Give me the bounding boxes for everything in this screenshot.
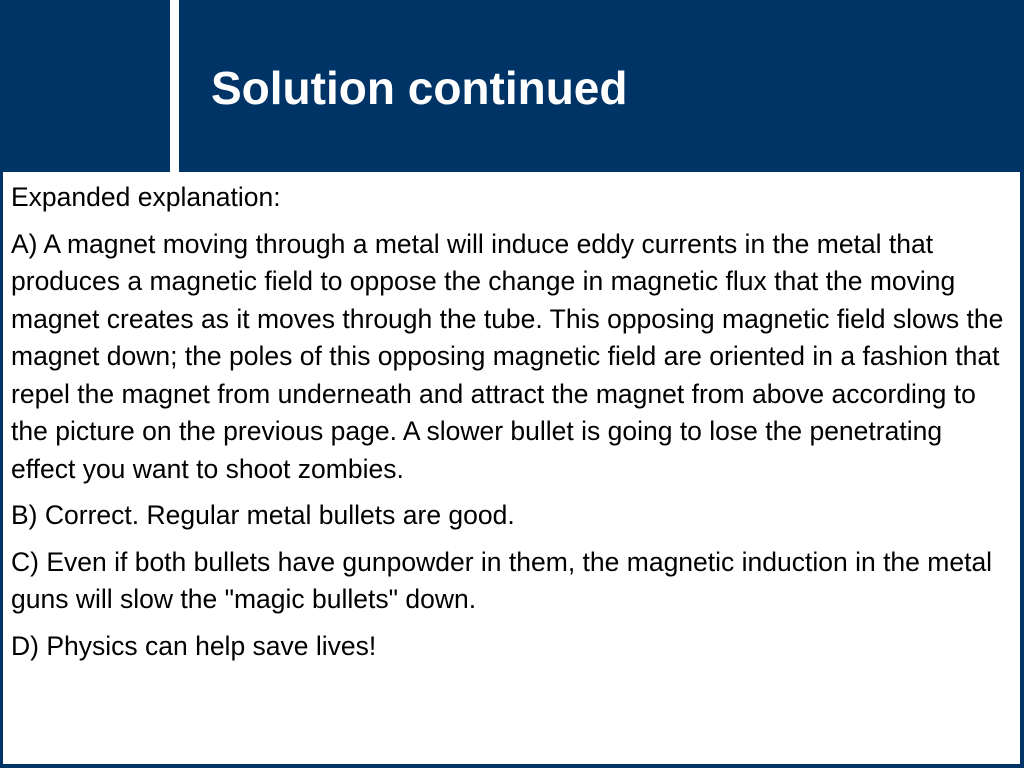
answer-c-text: C) Even if both bullets have gunpowder in them, the magnetic induction in the metal guns will slow the "magic bullets" down.: [11, 546, 993, 614]
answer-a-text: A) A magnet moving through a metal will induce eddy currents in the metal that produces a magnetic field to oppose the change in magnetic flux that the moving magnet creates as it moves through the tube. This opposing magnetic field slows the magnet down; the poles of this opposing magnetic field are oriented in a fashion that repel the magnet from underneath and attract the magnet from above according to the picture on the previous page. A slower bullet is going to lose the penetrating effect you want to shoot zombies.: [11, 228, 1004, 484]
slide-title: Solution continued: [211, 62, 628, 114]
slide-body: [3, 172, 1020, 764]
explanation-heading: Expanded explanation:: [11, 182, 281, 212]
slide-header: [0, 0, 1024, 172]
answer-d-text: D) Physics can help save lives!: [11, 630, 377, 661]
answer-b-text: B) Correct. Regular metal bullets are good.: [11, 500, 515, 530]
header-divider-bar: [170, 0, 179, 172]
